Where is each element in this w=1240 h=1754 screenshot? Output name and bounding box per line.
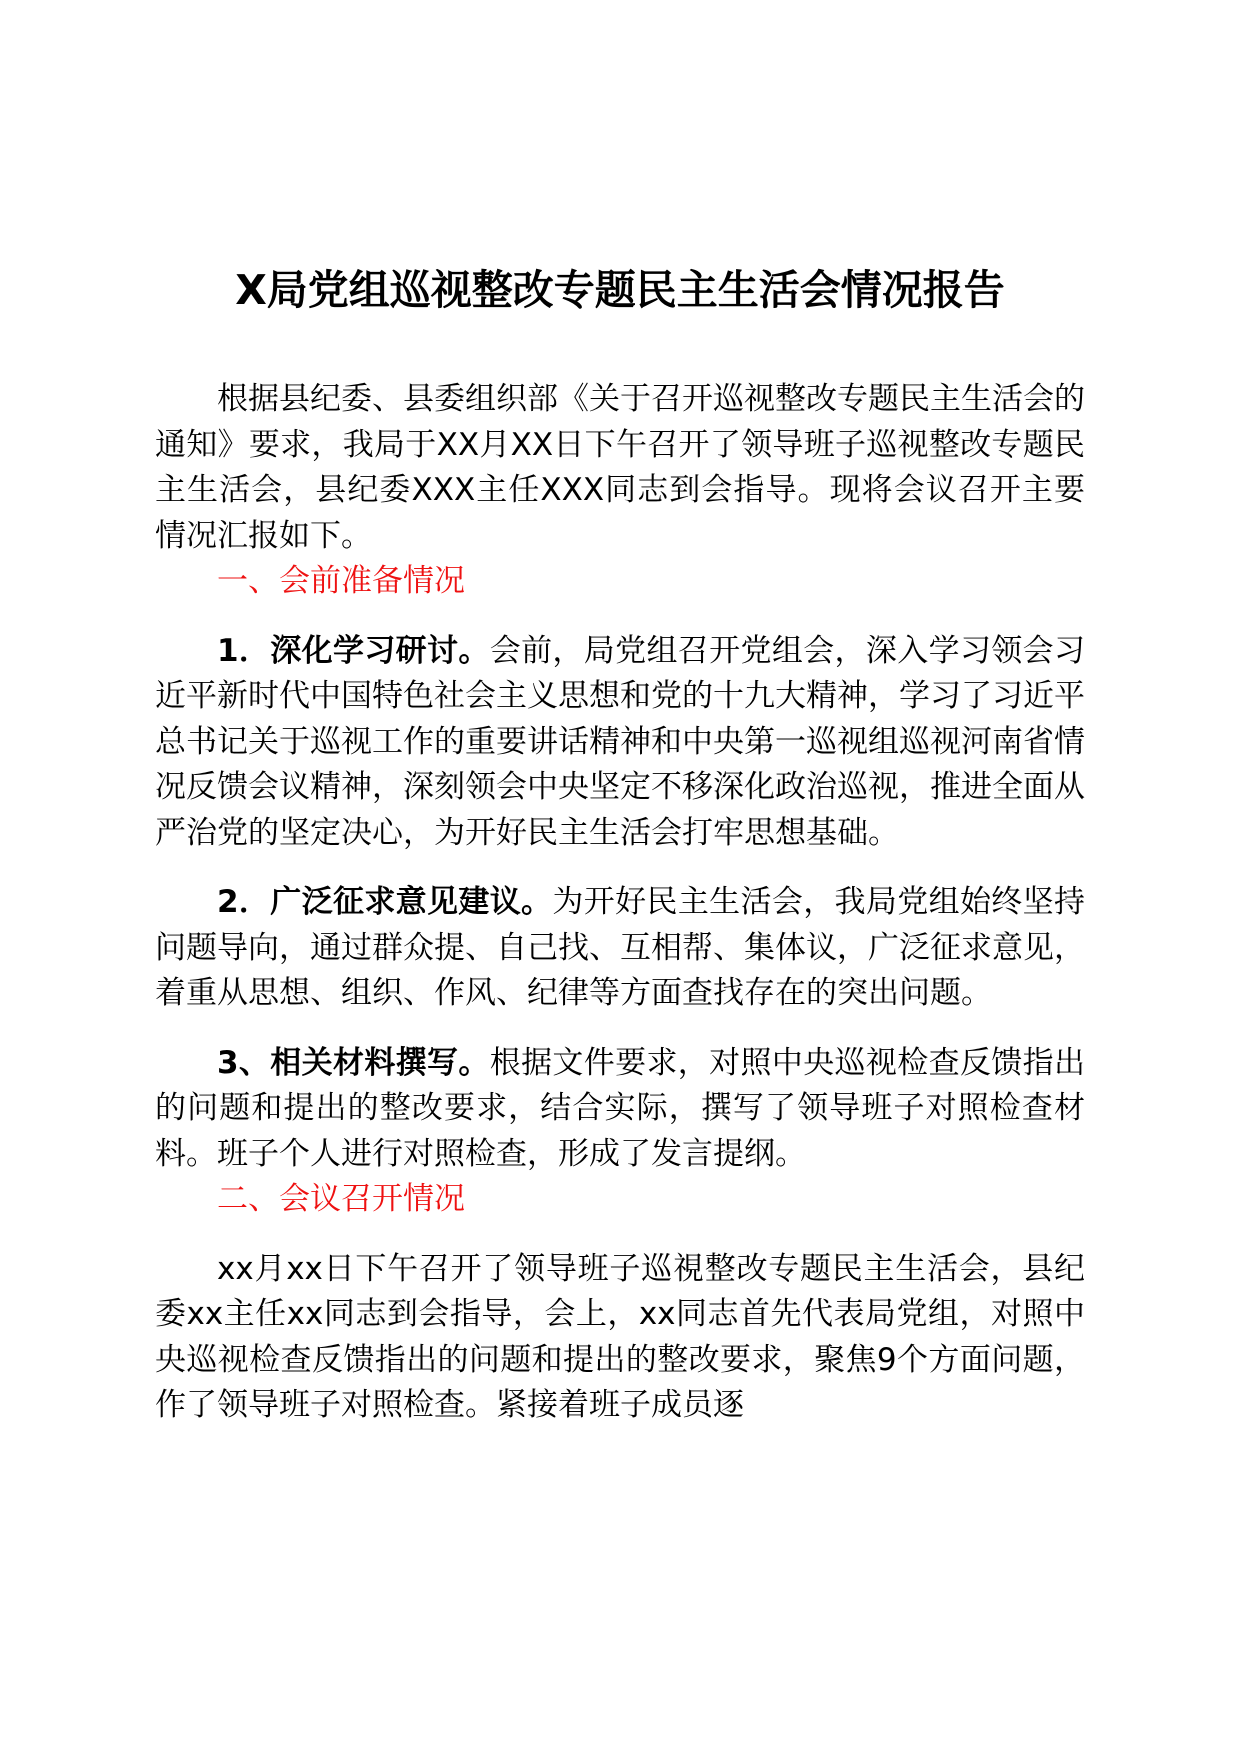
document-body bbox=[155, 377, 1085, 1429]
section-1-item-3 bbox=[155, 1041, 1085, 1178]
intro-paragraph: 根据县纪委、县委组织部《关于召开巡视整改专题民主生活会的通知》要求，我局于XX月XX日下午召开了领导班子巡视整改专题民主生活会，县纪委XXX主任XXX同志到会指导。现将会议召开主要情况汇报如下。 bbox=[155, 381, 1085, 554]
section-1-item-1 bbox=[155, 629, 1085, 857]
item-3-text: 根据文件要求，对照中央巡视检查反馈指出的问题和提出的整改要求，结合实际，撰写了领导班子对照检查材料。班子个人进行对照检查，形成了发言提纲。 bbox=[155, 1044, 1085, 1172]
document-title: X局党组巡视整改专题民主生活会情况报告 bbox=[235, 266, 1005, 314]
item-2-text: 为开好民主生活会，我局党组始终坚持问题导向，通过群众提、自己找、互相帮、集体议，广泛征求意见，着重从思想、组织、作风、纪律等方面查找存在的突出问题。 bbox=[155, 884, 1086, 1011]
item-2-lead: 2．广泛征求意见建议。 bbox=[217, 884, 553, 920]
section-1-heading: 一、会前准备情况 bbox=[217, 563, 465, 599]
section-1-item-2 bbox=[155, 880, 1085, 1017]
item-3-lead: 3、相关材料撰写。 bbox=[217, 1044, 490, 1081]
section-2-paragraph: xx月xx日下午召开了领导班子巡視整改专题民主生活会，县纪委xx主任xx同志到会指导，会上，xx同志首先代表局党组，对照中央巡视检查反馈指出的问题和提出的整改要求，聚焦9个方面问题，作了领导班子对照检查。紧接着班子成员逐 bbox=[155, 1250, 1085, 1423]
section-2-heading: 二、会议召开情况 bbox=[217, 1181, 465, 1217]
item-1-text: 会前，局党组召开党组会，深入学习领会习近平新时代中国特色社会主义思想和党的十九大精神，学习了习近平总书记关于巡视工作的重要讲话精神和中央第一巡视组巡视河南省情况反馈会议精神，深刻领会中央坚定不移深化政治巡视，推进全面从严治党的坚定决心，为开好民主生活会打牢思想基础。 bbox=[155, 632, 1085, 851]
item-1-lead: 1．深化学习研讨。 bbox=[217, 632, 490, 669]
